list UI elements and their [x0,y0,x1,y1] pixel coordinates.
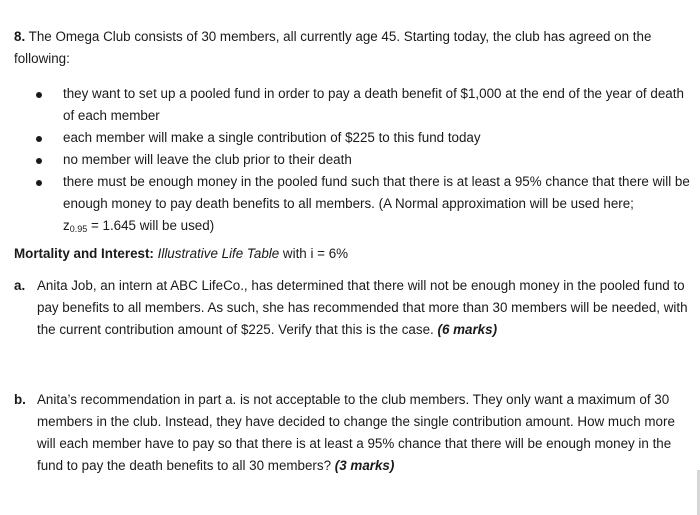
part-b-body [14,389,694,477]
bullet-text: each member will make a single contribution of $225 to this fund today [63,130,481,145]
question-number: 8. [14,29,26,44]
question-intro [14,26,674,70]
part-a-text: Anita Job, an intern at ABC LifeCo., has determined that there will not be enough money in the pooled fund to pay benefits to all members. As such, she has recommended that more than 30 members will be needed, with the current contribution amount of $225. Verify that this is the case. [37,278,688,337]
conditions-list [0,83,690,240]
bullet-icon [36,136,42,142]
part-a-marks: (6 marks) [437,322,498,337]
part-b-marks: (3 marks) [334,458,395,473]
question-intro-text: The Omega Club consists of 30 members, all currently age 45. Starting today, the club has agreed on the following: [14,29,652,66]
mortality-line [14,243,348,265]
bullet-text: there must be enough money in the pooled fund such that there is at least a 95% chance that there will be enough money to pay death benefits to all members. (A Normal approximation will be used here; [63,174,690,211]
list-item [0,149,690,171]
part-a [14,275,694,341]
part-b-text: Anita’s recommendation in part a. is not acceptable to the club members. They only want a maximum of 30 members in the club. Instead, they have decided to change the single contribution amount. How much more will each member have to pay so that there is at least a 95% chance that there will be enough money in the fund to pay the death benefits to all 30 members? [37,392,675,473]
list-item [0,83,690,127]
part-b [14,389,694,477]
z-symbol: z [63,218,70,233]
part-a-body [14,275,694,341]
list-item [0,127,690,149]
bullet-icon [36,158,42,164]
part-b-label: b. [14,392,26,407]
bullet-icon [36,92,42,98]
bullet-text: they want to set up a pooled fund in order to pay a death benefit of $1,000 at the end of the year of death of each member [63,86,684,123]
interest-rate: with i = 6% [279,246,349,261]
mortality-heading: Mortality and Interest: [14,246,154,261]
bullet-text: no member will leave the club prior to their death [63,152,352,167]
life-table-name: Illustrative Life Table [157,246,280,261]
list-item [0,171,690,240]
part-a-label: a. [14,278,26,293]
z-value-text: = 1.645 will be used) [87,218,215,233]
z-subscript: 0.95 [69,224,88,234]
bullet-icon [36,180,42,186]
